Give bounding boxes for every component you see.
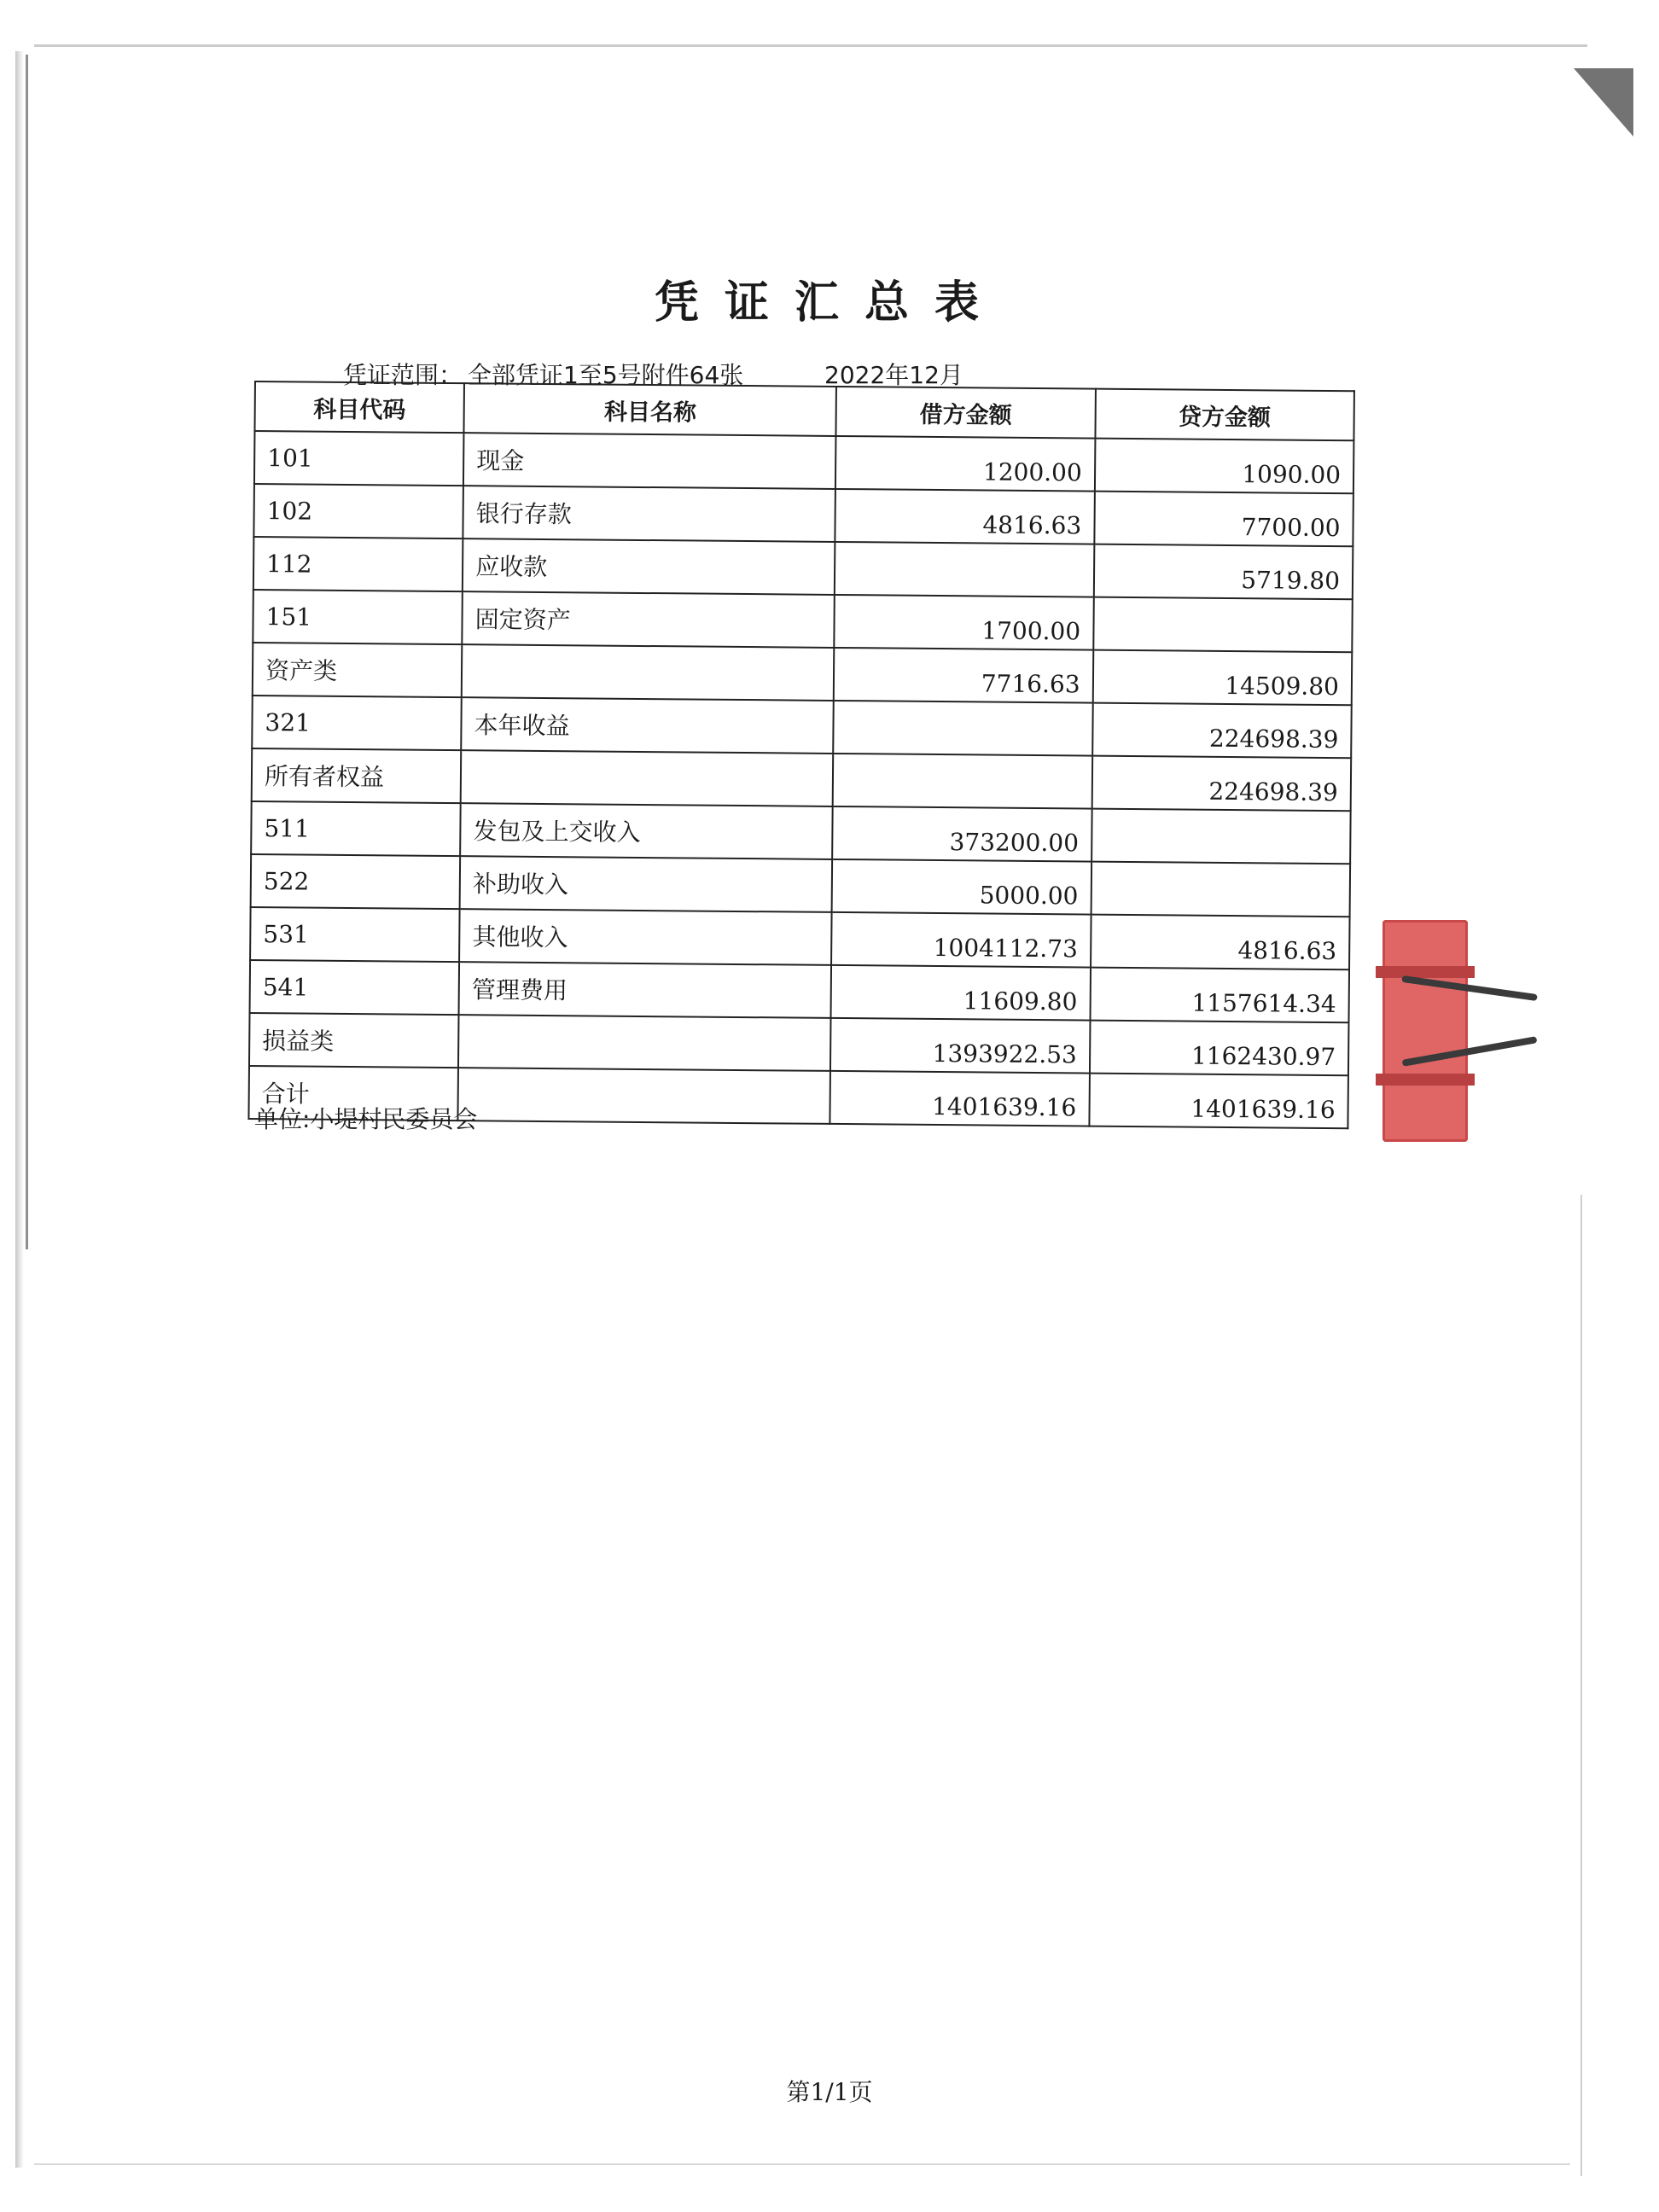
account-code: 151 [253,590,463,644]
subtotal-row [253,643,1352,705]
binder-clip-fold [1376,1074,1475,1086]
account-name [461,750,834,806]
account-name: 管理费用 [459,962,832,1018]
credit-amount [1091,862,1350,917]
account-name: 固定资产 [462,591,835,648]
table-row [250,907,1349,969]
voucher-range-label: 凭证范围： [343,361,463,389]
category-label: 损益类 [249,1013,459,1068]
credit-amount: 1090.00 [1095,439,1354,494]
period: 2022年12月 [824,361,963,389]
table-row [253,590,1352,652]
account-code: 321 [252,696,462,750]
debit-amount: 1393922.53 [830,1018,1090,1074]
debit-total: 1401639.16 [830,1071,1090,1126]
account-code: 522 [251,854,461,909]
credit-amount: 224698.39 [1091,756,1351,812]
voucher-summary-table [247,381,1355,1129]
account-name: 补助收入 [460,856,833,912]
credit-amount: 1157614.34 [1090,968,1349,1023]
debit-amount: 5000.00 [832,859,1091,915]
column-header-debit: 借方金额 [836,387,1096,439]
account-name: 发包及上交收入 [460,803,833,859]
credit-amount: 1162430.97 [1090,1021,1349,1076]
account-name: 现金 [463,433,836,489]
issuing-unit: 单位:小堤村民委员会 [254,1105,478,1133]
category-label: 资产类 [253,643,463,697]
account-code: 101 [254,431,464,486]
page-edge-shadow [26,55,28,1249]
credit-amount [1093,597,1353,653]
binder-clip-fold [1376,966,1475,978]
account-name: 其他收入 [459,909,832,965]
debit-amount: 1700.00 [835,595,1094,650]
credit-amount: 7700.00 [1094,492,1353,547]
subtotal-row [249,1013,1348,1075]
page-number: 第1/1页 [786,2078,873,2106]
account-code: 541 [250,960,460,1015]
account-code: 511 [251,801,461,856]
page-edge-right [1580,1195,1582,2176]
column-header-name: 科目名称 [464,383,837,436]
credit-total: 1401639.16 [1089,1074,1348,1129]
binder-clip-body [1382,920,1468,1142]
account-code: 102 [253,484,463,538]
column-header-credit: 贷方金额 [1095,389,1354,441]
total-label: 合计 [248,1066,458,1121]
subtotal-row [252,748,1351,811]
table-row [251,801,1350,864]
document-title: 凭证汇总表 [654,277,1004,329]
binder-clip-icon [1376,911,1546,1150]
credit-amount [1091,809,1351,864]
page-edge-bottom [34,2163,1570,2165]
debit-amount: 11609.80 [831,965,1091,1021]
table-row [254,431,1353,493]
table-row [253,537,1353,599]
category-label: 所有者权益 [252,748,462,803]
page-edge-top [34,44,1587,47]
folded-corner [1574,68,1633,137]
debit-amount: 4816.63 [835,489,1095,544]
account-name: 本年收益 [461,697,834,754]
account-code: 531 [250,907,460,962]
table-row [253,484,1353,546]
account-name: 应收款 [463,538,835,595]
credit-amount: 14509.80 [1092,650,1352,706]
page-edge-left [15,51,24,2168]
debit-amount: 1200.00 [835,436,1095,492]
debit-amount [834,701,1093,756]
account-code: 112 [253,537,463,591]
account-name [462,644,835,701]
voucher-range-value: 全部凭证1至5号附件64张 [468,361,744,389]
credit-amount: 5719.80 [1093,544,1353,600]
column-header-code: 科目代码 [254,381,464,433]
table-row [251,854,1350,917]
debit-amount: 7716.63 [834,648,1093,703]
account-name: 银行存款 [463,486,836,542]
account-name [458,1068,831,1124]
table-row [250,960,1349,1022]
debit-amount: 373200.00 [833,806,1092,862]
credit-amount: 4816.63 [1091,915,1350,970]
debit-amount [835,542,1094,597]
table-row [252,696,1351,758]
debit-amount [833,754,1092,809]
account-name [458,1015,831,1071]
debit-amount: 1004112.73 [831,912,1091,968]
credit-amount: 224698.39 [1092,703,1352,759]
